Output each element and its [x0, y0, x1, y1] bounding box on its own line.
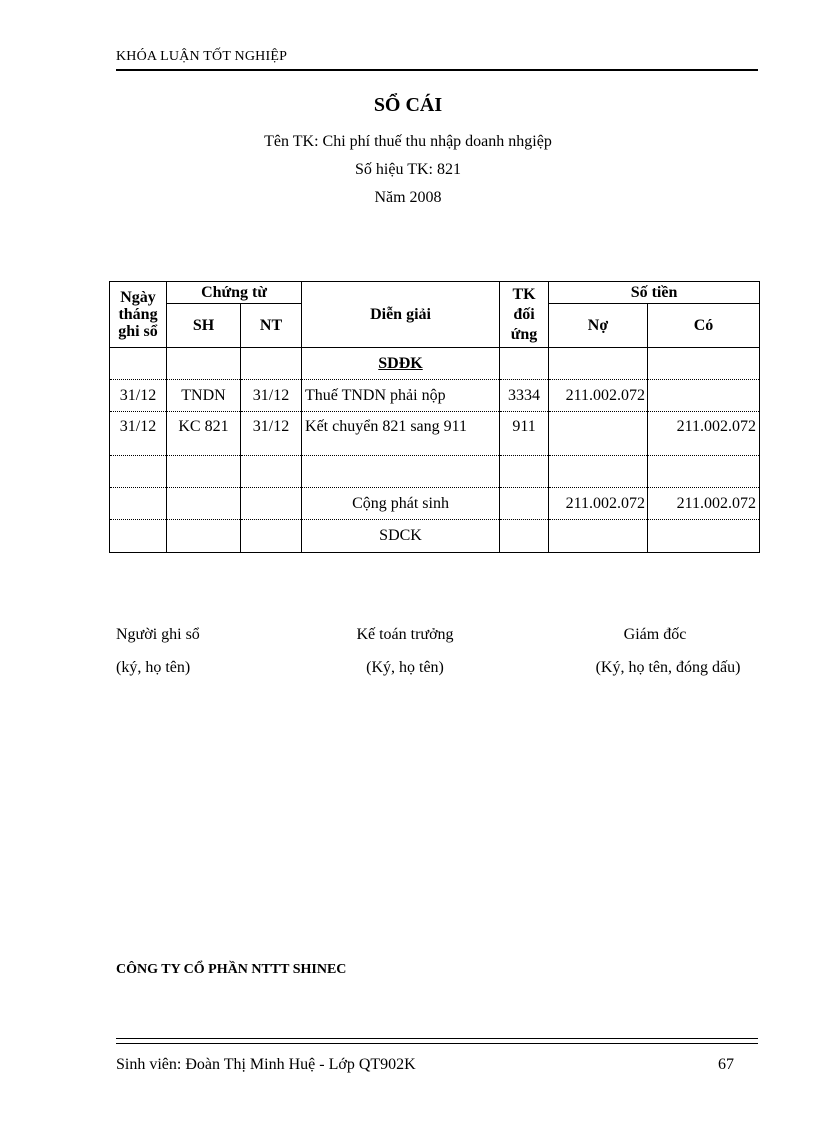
cell-description	[302, 456, 500, 488]
cell-credit	[648, 348, 760, 380]
cell-contra	[500, 456, 549, 488]
table-row-closing	[110, 520, 760, 553]
cell-date	[110, 520, 167, 553]
table-row-total	[110, 488, 760, 520]
cell-nt	[241, 456, 302, 488]
table-row	[110, 380, 760, 412]
signature-role-bookkeeper: Người ghi sổ	[116, 626, 200, 643]
cell-contra	[500, 520, 549, 553]
account-name: Tên TK: Chi phí thuế thu nhập doanh nhgiệp	[264, 133, 552, 150]
signature-role-chief-accountant: Kế toán trưởng	[356, 626, 454, 643]
cell-sh	[167, 348, 241, 380]
cell-description: Kết chuyển 821 sang 911	[302, 412, 500, 456]
signature-note-director: (Ký, họ tên, đóng dấu)	[595, 659, 741, 676]
cell-sh: TNDN	[167, 380, 241, 412]
cell-description: SDCK	[302, 520, 500, 553]
cell-debit	[549, 412, 648, 456]
col-header-date-line3: ghi sổ	[118, 323, 158, 340]
cell-nt: 31/12	[241, 380, 302, 412]
col-header-description: Diễn giải	[302, 282, 500, 348]
table-row-opening	[110, 348, 760, 380]
cell-contra	[500, 348, 549, 380]
cell-date	[110, 488, 167, 520]
cell-sh	[167, 520, 241, 553]
footer-rule-1	[116, 1038, 758, 1039]
footer-rule-2	[116, 1043, 758, 1044]
cell-credit	[648, 456, 760, 488]
col-header-credit: Có	[648, 304, 760, 348]
table-row	[110, 412, 760, 456]
cell-date	[110, 348, 167, 380]
col-header-contra	[500, 282, 549, 348]
signature-note-chief-accountant: (Ký, họ tên)	[366, 659, 444, 676]
col-header-nt: NT	[241, 304, 302, 348]
cell-sh	[167, 488, 241, 520]
signature-role-director: Giám đốc	[623, 626, 687, 643]
cell-date	[110, 456, 167, 488]
col-header-sh: SH	[167, 304, 241, 348]
col-header-contra-line3: ứng	[510, 325, 538, 343]
cell-contra	[500, 488, 549, 520]
cell-description: Cộng phát sinh	[302, 488, 500, 520]
account-code: Số hiệu TK: 821	[355, 161, 461, 178]
cell-nt: 31/12	[241, 412, 302, 456]
cell-sh	[167, 456, 241, 488]
ledger-table	[109, 281, 760, 553]
cell-contra: 3334	[500, 380, 549, 412]
cell-sh: KC 821	[167, 412, 241, 456]
cell-date: 31/12	[110, 380, 167, 412]
cell-nt	[241, 520, 302, 553]
col-header-voucher: Chứng từ	[167, 282, 302, 304]
running-header: KHÓA LUẬN TỐT NGHIỆP	[116, 49, 288, 64]
cell-credit: 211.002.072	[648, 412, 760, 456]
page-number: 67	[718, 1056, 734, 1073]
cell-description: Thuế TNDN phải nộp	[302, 380, 500, 412]
cell-date: 31/12	[110, 412, 167, 456]
cell-debit	[549, 520, 648, 553]
cell-debit	[549, 348, 648, 380]
cell-credit: 211.002.072	[648, 488, 760, 520]
cell-debit: 211.002.072	[549, 380, 648, 412]
table-row	[110, 456, 760, 488]
col-header-debit: Nợ	[549, 304, 648, 348]
company-name: CÔNG TY CỔ PHẦN NTTT SHINEC	[116, 962, 347, 977]
col-header-contra-line2: đối	[513, 305, 535, 323]
page-title: SỔ CÁI	[373, 94, 443, 116]
cell-credit	[648, 520, 760, 553]
col-header-date	[110, 282, 167, 348]
ledger-year: Năm 2008	[374, 189, 442, 206]
cell-nt	[241, 348, 302, 380]
col-header-contra-line1: TK	[512, 285, 536, 303]
cell-debit	[549, 456, 648, 488]
cell-nt	[241, 488, 302, 520]
cell-contra: 911	[500, 412, 549, 456]
col-header-date-line2: tháng	[118, 306, 158, 323]
cell-description: SDĐK	[302, 348, 500, 380]
signature-note-bookkeeper: (ký, họ tên)	[116, 659, 191, 676]
col-header-amount: Số tiền	[549, 282, 760, 304]
header-rule	[116, 69, 758, 71]
col-header-date-line1: Ngày	[120, 289, 156, 306]
cell-credit	[648, 380, 760, 412]
footer-student: Sinh viên: Đoàn Thị Minh Huệ - Lớp QT902K	[116, 1056, 416, 1073]
cell-debit: 211.002.072	[549, 488, 648, 520]
